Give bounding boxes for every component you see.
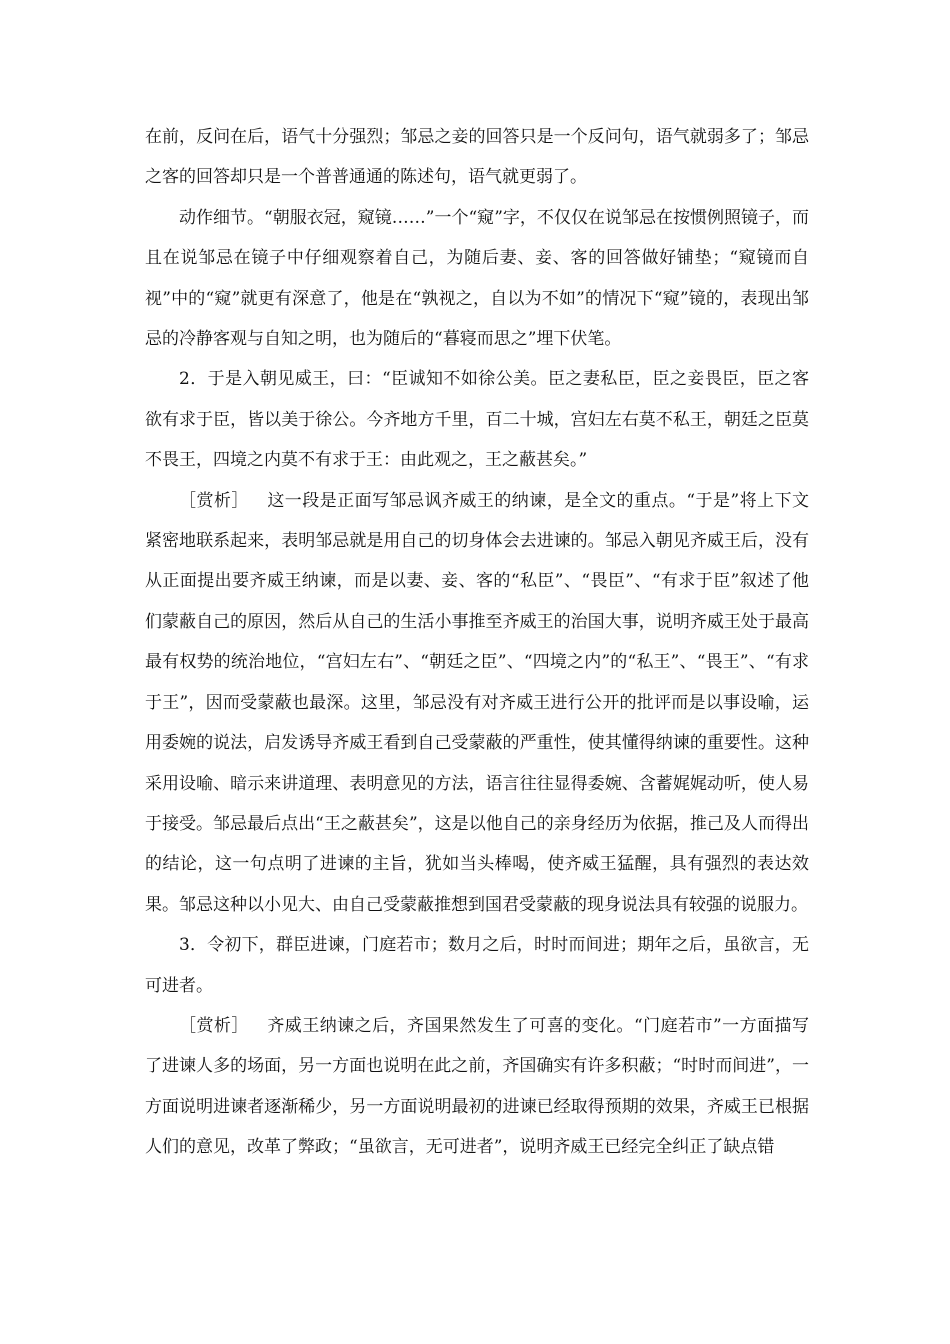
paragraph-text: 齐威王纳谏之后，齐国果然发生了可喜的变化。“门庭若市”一方面描写了进谏人多的场面，另一方面也说明在此之前，齐国确实有许多积蔽；“时时而间进”，一方面说明进谏者逐渐稀少，另一方面说明最初的进谏已经取得预期的效果，齐威王已根据人们的意见，改革了弊政；“虽欲言，无可进者”，说明齐威王已经完全纠正了缺点错: [145, 1015, 810, 1158]
paragraph-continuation: [145, 117, 809, 198]
paragraph-action-detail: [145, 198, 809, 360]
paragraph-text: 这一段是正面写邹忌讽齐威王的纳谏，是全文的重点。“于是”将上下文紧密地联系起来，表明邹忌就是用自己的切身体会去进谏的。邹忌入朝见齐威王后，没有从正面提出要齐威王纳谏，而是以妻、妾、客的“私臣”、“畏臣”、“有求于臣”叙述了他们蒙蔽自己的原因，然后从自己的生活小事推至齐威王的治国大事，说明齐威王处于最高最有权势的统治地位，“宫妇左右”、“朝廷之臣”、“四境之内”的“私王”、“畏王”、“有求于王”，因而受蒙蔽也最深。这里，邹忌没有对齐威王进行公开的批评而是以事设喻，运用委婉的说法，启发诱导齐威王看到自己受蒙蔽的严重性，使其懂得纳谏的重要性。这种采用设喻、暗示来讲道理、表明意见的方法，语言往往显得委婉、含蓄娓娓动听，使人易于接受。邹忌最后点出“王之蔽甚矣”，这是以他自己的亲身经历为依据，推己及人而得出的结论，这一句点明了进谏的主旨，犹如当头棒喝，使齐威王猛醒，具有强烈的表达效果。邹忌这种以小见大、由自己受蒙蔽推想到国君受蒙蔽的现身说法具有较强的说服力。: [145, 490, 810, 915]
paragraph-text: 2．于是入朝见威王，曰：“臣诚知不如徐公美。臣之妻私臣，臣之妾畏臣，臣之客欲有求于臣，皆以美于徐公。今齐地方千里，百二十城，宫妇左右莫不私王，朝廷之臣莫不畏王，四境之内莫不有求于王：由此观之，王之蔽甚矣。”: [145, 369, 809, 471]
paragraph-analysis-3: [145, 1006, 809, 1168]
paragraph-quote-3: [145, 925, 809, 1006]
paragraph-text: 在前，反问在后，语气十分强烈；邹忌之妾的回答只是一个反问句，语气就弱多了；邹忌之客的回答却只是一个普普通通的陈述句，语气就更弱了。: [145, 127, 809, 188]
paragraph-analysis-2: [145, 481, 809, 925]
document-body: [145, 117, 809, 1168]
paragraph-text: 动作细节。“朝服衣冠，窥镜……”一个“窥”字，不仅仅在说邹忌在按惯例照镜子，而且在说邹忌在镜子中仔细观察着自己，为随后妻、妾、客的回答做好铺垫；“窥镜而自视”中的“窥”就更有深意了，他是在“孰视之，自以为不如”的情况下“窥”镜的，表现出邹忌的冷静客观与自知之明，也为随后的“暮寝而思之”埋下伏笔。: [145, 207, 809, 350]
paragraph-quote-2: [145, 359, 809, 480]
paragraph-text: 3．令初下，群臣进谏，门庭若市；数月之后，时时而间进；期年之后，虽欲言，无可进者。: [145, 935, 809, 996]
analysis-tag: ［赏析］: [179, 1015, 249, 1036]
analysis-tag: ［赏析］: [179, 490, 249, 511]
